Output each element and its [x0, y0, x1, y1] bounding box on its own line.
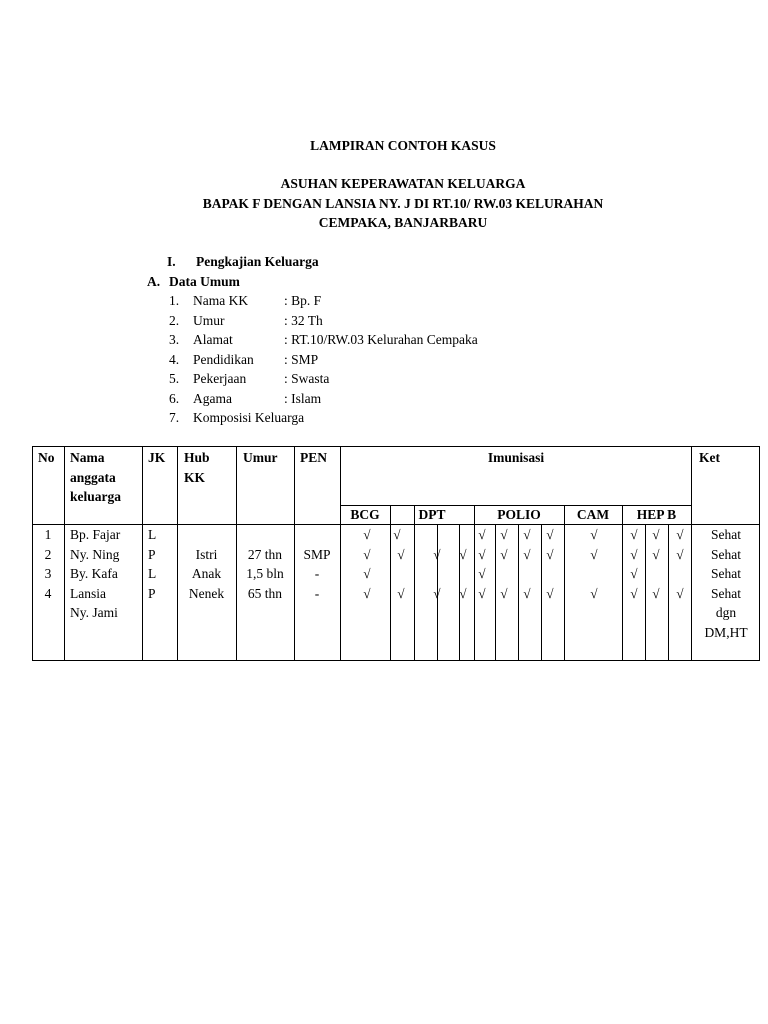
check-mark: √ [546, 585, 554, 601]
field-label: Pendidikan [193, 351, 254, 367]
field-label: Pekerjaan [193, 371, 247, 386]
check-mark: √ [500, 546, 508, 562]
row-2-nama: Ny. Ning [70, 546, 120, 562]
row-4-jk: P [148, 585, 156, 601]
check-mark: √ [523, 585, 531, 601]
check-mark: √ [652, 527, 660, 542]
check-mark: √ [590, 546, 598, 562]
check-mark: √ [433, 546, 441, 562]
check-mark: √ [630, 546, 638, 562]
check-mark: √ [459, 546, 467, 562]
document-title-line3: CEMPAKA, BANJARBARU [318, 215, 488, 230]
row-3-no: 3 [44, 566, 52, 581]
document-title-line1: ASUHAN KEPERAWATAN KELUARGA [280, 176, 526, 191]
field-value: : Islam [284, 390, 322, 406]
check-mark: √ [630, 585, 638, 601]
row-1-jk: L [148, 527, 157, 542]
header-umur: Umur [243, 450, 278, 465]
list-number: 4. [169, 351, 180, 367]
row-3-umur: 1,5 bln [246, 566, 284, 581]
header-hub-line2: KK [184, 469, 206, 485]
row-4-ket-line3: DM,HT [704, 624, 748, 640]
check-mark: √ [363, 546, 371, 562]
row-2-pen: SMP [303, 546, 331, 562]
header-imunisasi: Imunisasi [487, 450, 545, 465]
subsection-number: A. [147, 274, 161, 289]
header-ket: Ket [699, 450, 720, 465]
section-title: Pengkajian Keluarga [196, 254, 319, 269]
check-mark: √ [523, 527, 531, 542]
check-mark: √ [393, 527, 401, 542]
subsection-title: Data Umum [169, 274, 240, 289]
header-nama-line1: Nama [70, 450, 105, 465]
header-nama-line3: keluarga [70, 489, 122, 504]
row-2-ket: Sehat [711, 546, 741, 562]
check-mark: √ [478, 546, 486, 562]
field-label: Agama [193, 390, 232, 406]
row-2-no: 2 [44, 546, 52, 562]
check-mark: √ [630, 566, 638, 581]
field-value: : Swasta [284, 371, 330, 386]
family-composition-table [32, 446, 760, 661]
row-1-nama: Bp. Fajar [70, 527, 121, 542]
row-3-hub: Anak [191, 566, 222, 581]
subheader-cam: CAM [576, 507, 610, 522]
check-mark: √ [478, 527, 486, 542]
field-label: Komposisi Keluarga [193, 410, 305, 425]
row-1-ket: Sehat [711, 527, 741, 542]
list-number: 3. [169, 332, 180, 347]
field-label: Nama KK [193, 293, 249, 308]
check-mark: √ [397, 546, 405, 562]
field-value: : Bp. F [284, 293, 322, 308]
row-4-nama: Lansia [70, 585, 106, 601]
check-mark: √ [630, 527, 638, 542]
row-3-jk: L [148, 566, 157, 581]
lampiran-title: LAMPIRAN CONTOH KASUS [310, 138, 496, 153]
check-mark: √ [676, 546, 684, 562]
row-4-no: 4 [44, 585, 52, 601]
document-title-line2: BAPAK F DENGAN LANSIA NY. J DI RT.10/ RW.03 KELURAHAN [202, 196, 604, 211]
list-number: 1. [169, 293, 180, 308]
check-mark: √ [363, 527, 371, 542]
row-3-pen: - [314, 566, 320, 581]
check-mark: √ [433, 585, 441, 601]
subheader-dpt: DPT [418, 507, 446, 522]
check-mark: √ [363, 566, 371, 581]
row-4-umur: 65 thn [247, 585, 283, 601]
header-jk: JK [148, 450, 166, 465]
list-number: 7. [169, 410, 180, 425]
header-hub-line1: Hub [184, 450, 210, 465]
row-4-ket-line2: dgn [715, 605, 737, 620]
row-4-nama-line2: Ny. Jami [70, 605, 118, 620]
field-label: Alamat [193, 332, 233, 347]
row-2-umur: 27 thn [247, 546, 283, 562]
subheader-polio: POLIO [497, 507, 541, 522]
row-1-no: 1 [44, 527, 52, 542]
row-4-ket: Sehat [711, 585, 741, 601]
check-mark: √ [478, 566, 486, 581]
field-label: Umur [193, 312, 225, 328]
row-2-hub: Istri [195, 546, 218, 562]
row-4-pen: - [314, 585, 320, 601]
check-mark: √ [478, 585, 486, 601]
row-3-ket: Sehat [711, 566, 741, 581]
header-pen: PEN [300, 450, 327, 465]
field-value: : SMP [284, 351, 319, 367]
row-3-nama: By. Kafa [70, 566, 118, 581]
row-2-jk: P [148, 546, 156, 562]
check-mark: √ [676, 527, 684, 542]
subheader-bcg: BCG [350, 507, 380, 522]
check-mark: √ [523, 546, 531, 562]
field-value: : 32 Th [284, 312, 323, 328]
check-mark: √ [459, 585, 467, 601]
check-mark: √ [590, 527, 598, 542]
check-mark: √ [590, 585, 598, 601]
check-mark: √ [500, 585, 508, 601]
list-number: 6. [169, 390, 180, 406]
list-number: 2. [169, 312, 180, 328]
field-value: : RT.10/RW.03 Kelurahan Cempaka [284, 332, 478, 347]
check-mark: √ [676, 585, 684, 601]
section-number: I. [167, 254, 176, 269]
check-mark: √ [546, 546, 554, 562]
check-mark: √ [397, 585, 405, 601]
subheader-hepb: HEP B [636, 507, 677, 522]
header-nama-line2: anggata [70, 469, 116, 485]
header-no: No [38, 450, 55, 465]
list-number: 5. [169, 371, 180, 386]
row-4-hub: Nenek [188, 585, 225, 601]
check-mark: √ [500, 527, 508, 542]
check-mark: √ [652, 585, 660, 601]
check-mark: √ [546, 527, 554, 542]
check-mark: √ [363, 585, 371, 601]
check-mark: √ [652, 546, 660, 562]
